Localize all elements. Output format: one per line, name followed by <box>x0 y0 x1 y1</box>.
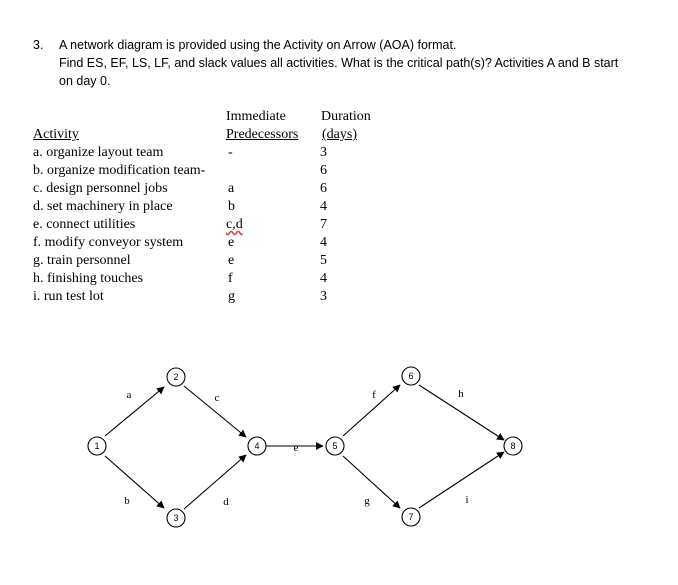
arrow-label: c <box>214 392 220 404</box>
activity-predecessor: a <box>228 181 235 196</box>
question-line-1: A network diagram is provided using the Activity on Arrow (AOA) format. <box>59 38 457 52</box>
arrow-label: d <box>223 496 229 508</box>
activity-duration: 7 <box>320 217 327 232</box>
arrow-label: g <box>364 495 370 507</box>
node-label: 8 <box>510 441 516 451</box>
node-label: 6 <box>408 371 414 381</box>
header-predecessors: Predecessors <box>226 127 299 142</box>
activity-duration: 4 <box>320 271 327 286</box>
header-immediate: Immediate <box>226 109 286 124</box>
arrow-i <box>419 452 504 508</box>
activity-name: g. train personnel <box>33 253 131 268</box>
arrow-a <box>105 387 164 436</box>
activity-duration: 3 <box>320 145 327 160</box>
activity-name: h. finishing touches <box>33 271 144 286</box>
activity-predecessor: c,d <box>226 217 243 232</box>
activity-predecessor: e <box>228 235 235 250</box>
activity-name: f. modify conveyor system <box>33 235 184 250</box>
node-label: 5 <box>332 441 338 451</box>
activity-duration: 4 <box>320 235 327 250</box>
header-activity: Activity <box>33 127 79 142</box>
activity-duration: 3 <box>320 289 327 304</box>
arrow-g <box>343 456 400 508</box>
arrow-b <box>105 456 164 508</box>
activity-name: b. organize modification team- <box>33 163 206 178</box>
node-label: 3 <box>173 513 179 523</box>
header-duration: Duration <box>321 109 371 124</box>
activity-predecessor: f <box>228 271 233 286</box>
node-label: 1 <box>94 441 100 451</box>
activity-duration: 5 <box>320 253 327 268</box>
question-line-3: on day 0. <box>59 74 111 88</box>
arrow-label: i <box>465 494 469 506</box>
question-line-2: Find ES, EF, LS, LF, and slack values all activities. What is the critical path(s)? Activities A and B start <box>59 56 619 70</box>
node-label: 7 <box>408 512 414 522</box>
arrow-label: e <box>293 442 299 454</box>
activity-duration: 6 <box>320 181 327 196</box>
arrow-label: h <box>458 388 464 400</box>
arrow-d <box>184 455 246 509</box>
activity-name: a. organize layout team <box>33 145 164 160</box>
activity-predecessor: g <box>228 289 235 304</box>
arrow-label: b <box>124 495 130 507</box>
activity-name: i. run test lot <box>33 289 104 304</box>
activity-name: e. connect utilities <box>33 217 136 232</box>
arrow-label: a <box>126 389 132 401</box>
header-days: (days) <box>322 127 357 142</box>
activity-name: c. design personnel jobs <box>33 181 168 196</box>
question-number: 3. <box>33 38 44 52</box>
activity-name: d. set machinery in place <box>33 199 173 214</box>
node-label: 2 <box>173 372 179 382</box>
activity-duration: 4 <box>320 199 327 214</box>
activity-duration: 6 <box>320 163 327 178</box>
activity-predecessor: e <box>228 253 235 268</box>
node-label: 4 <box>254 441 260 451</box>
activity-predecessor: - <box>228 145 233 160</box>
activity-predecessor: b <box>228 199 235 214</box>
arrow-label: f <box>372 389 376 401</box>
